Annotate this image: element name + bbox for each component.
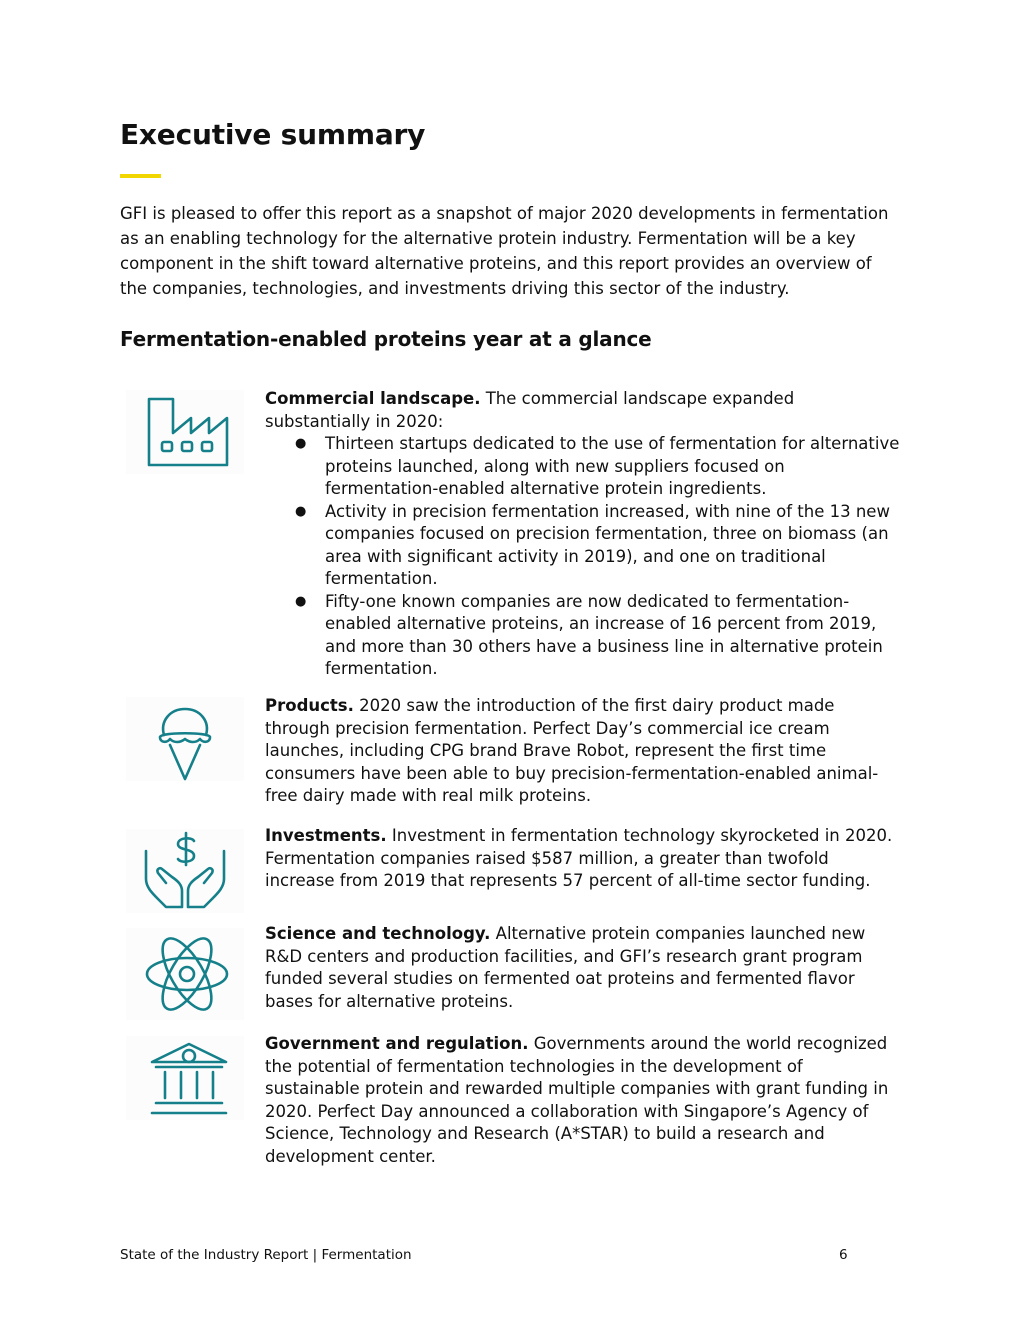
item-heading: Commercial landscape. [265, 389, 481, 408]
item-body: The commercial landscape expanded substantially in 2020: [265, 389, 795, 431]
title-accent-rule [120, 174, 161, 178]
item-commercial-landscape [120, 388, 900, 688]
item-investments [120, 825, 900, 915]
item-body: Investment in fermentation technology skyrocketed in 2020. Fermentation companies raised $587 million, a greater than twofold increase from 2019 that represents 57 percent of all-time sector funding. [265, 826, 893, 890]
item-science-technology [120, 923, 900, 1023]
list-item: ● Activity in precision fermentation increased, with nine of the 13 new companies focused on precision fermentation, three on biomass (an area with significant activity in 2019), and one on traditional fermentation. [325, 501, 900, 591]
item-text [265, 388, 900, 681]
item-text [265, 695, 900, 808]
bullet-list [265, 433, 900, 681]
intro-paragraph: GFI is pleased to offer this report as a snapshot of major 2020 developments in fermentation as an enabling technology for the alternative protein industry. Fermentation will be a key component in the shift toward alternative proteins, and this report provides an overview of the companies, technologies, and investments driving this sector of the industry. [120, 204, 889, 298]
item-text [265, 825, 900, 893]
item-government-regulation [120, 1033, 900, 1173]
item-products [120, 695, 900, 815]
money-hands-icon [126, 829, 244, 913]
factory-icon [126, 390, 244, 474]
list-item: ● Fifty-one known companies are now dedicated to fermentation-enabled alternative proteins, an increase of 16 percent from 2019, and more than 30 others have a business line in alternative protein fermentation. [325, 591, 900, 681]
list-item: ● Thirteen startups dedicated to the use of fermentation for alternative proteins launched, along with new suppliers focused on fermentation-enabled alternative protein ingredients. [325, 433, 900, 501]
atom-icon [126, 928, 244, 1020]
page-title: Executive summary [120, 118, 426, 151]
footer-report-title: State of the Industry Report | Fermentation [120, 1247, 412, 1263]
item-body: 2020 saw the introduction of the first dairy product made through precision fermentation. Perfect Day’s commercial ice cream launches, including CPG brand Brave Robot, represent the first time consumers have been able to buy precision-fermentation-enabled animal-free dairy made with real milk proteins. [265, 696, 879, 805]
ice-cream-icon [126, 697, 244, 781]
section-heading: Fermentation-enabled proteins year at a glance [120, 327, 652, 351]
item-heading: Science and technology. [265, 924, 491, 943]
footer-page-number: 6 [839, 1247, 848, 1263]
item-heading: Government and regulation. [265, 1034, 529, 1053]
government-building-icon [126, 1036, 244, 1120]
item-body: Alternative protein companies launched new R&D centers and production facilities, and GFI’s research grant program funded several studies on fermented oat proteins and fermented flavor bases for alternative proteins. [265, 924, 866, 1011]
item-text [265, 923, 900, 1013]
item-text [265, 1033, 900, 1168]
item-heading: Products. [265, 696, 354, 715]
item-heading: Investments. [265, 826, 387, 845]
item-body: Governments around the world recognized the potential of fermentation technologies in the development of sustainable protein and rewarded multiple companies with grant funding in 2020. Perfect Day announced a collaboration with Singapore’s Agency of Science, Technology and Research (A*STAR) to build a research and development center. [265, 1034, 889, 1166]
